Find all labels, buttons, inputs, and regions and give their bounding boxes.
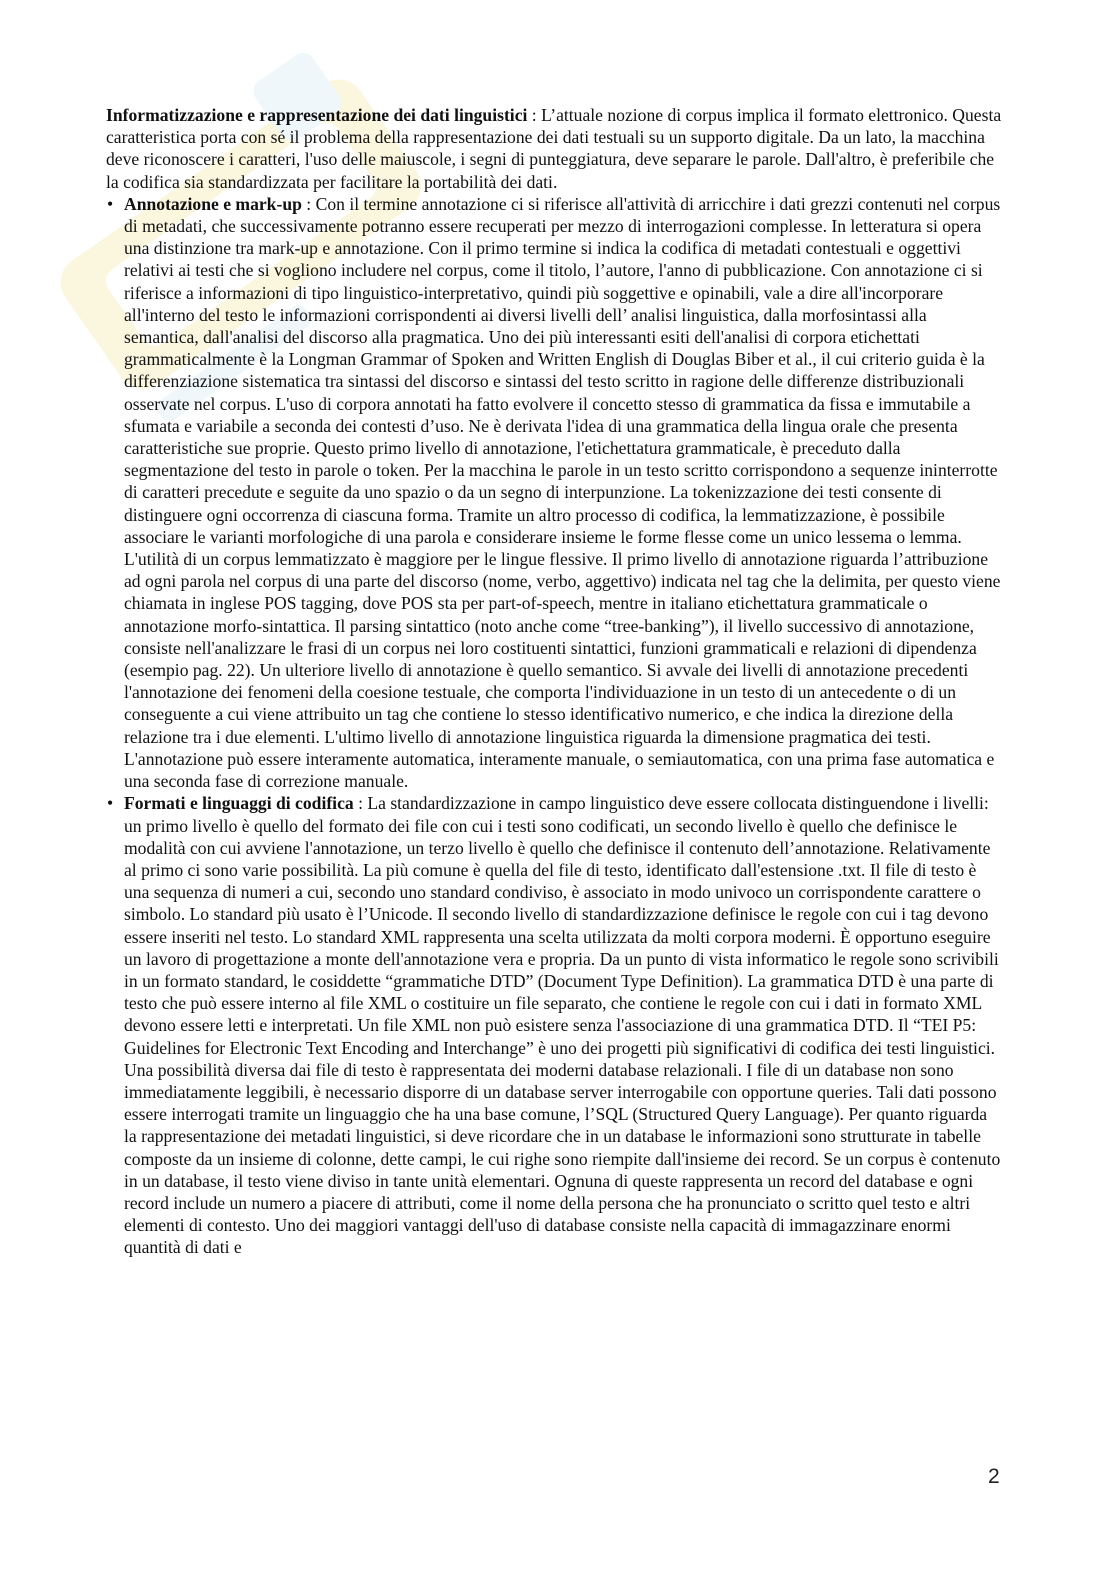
intro-paragraph [106, 104, 1004, 193]
bullet-icon: • [107, 793, 114, 814]
page-number: 2 [988, 1465, 1000, 1488]
bullet-item-annotazione [106, 193, 1004, 792]
bullet-item-formati [106, 792, 1004, 1258]
bullet-text: : La standardizzazione in campo linguistico deve essere collocata distinguendone i livelli: un primo livello è quello del formato dei file con cui i testi sono codificati, un secondo livello è quello che definisce le modalità con cui avviene l'annotazione, un terzo livello è quello che definisce il contenuto dell’annotazione. Relativamente al primo ci sono varie possibilità. La più comune è quella del file di testo, identificato dall'estensione .txt. Il file di testo è una sequenza di numeri a cui, secondo uno standard condiviso, è associato in modo univoco un corrispondente carattere o simbolo. Lo standard più usato è l’Unicode. Il secondo livello di standardizzazione definisce le regole con cui i tag devono essere inseriti nel testo. Lo standard XML rappresenta una scelta utilizzata da molti corpora moderni. È opportuno eseguire un lavoro di progettazione a monte dell'annotazione vera e propria. Da un punto di vista informatico le regole sono scrivibili in un formato standard, le cosiddette “grammatiche DTD” (Document Type Definition). La grammatica DTD è una parte di testo che può essere interno al file XML o costituire un file separato, che contiene le regole con cui i dati in formato XML devono essere letti e interpretati. Un file XML non può esistere senza l'associazione di una grammatica DTD. Il “TEI P5: Guidelines for Electronic Text Encoding and Interchange” è uno dei progetti più significativi di codifica dei testi linguistici. Una possibilità diversa dai file di testo è rappresentata dei moderni database relazionali. I file di un database non sono immediatamente leggibili, è necessario disporre di un database server interrogabile con opportune queries. Tali dati possono essere interrogati tramite un linguaggio che ha una base comune, l’SQL (Structured Query Language). Per quanto riguarda la rappresentazione dei metadati linguistici, si deve ricordare che in un database le informazioni sono strutturate in tabelle composte da un insieme di colonne, dette campi, le cui righe sono riempite dall'insieme dei record. Se un corpus è contenuto in un database, il testo viene diviso in tante unità elementari. Ognuna di queste rappresenta un record del database e ogni record include un numero a piacere di attributi, come il nome della persona che ha pronunciato o scritto quel testo e altri elementi di contesto. Uno dei maggiori vantaggi dell'uso di database consiste nella capacità di immagazzinare enormi quantità di dati e [124, 793, 1001, 1258]
intro-heading: Informatizzazione e rappresentazione dei dati linguistici [106, 105, 528, 125]
bullet-heading: Annotazione e mark-up [124, 193, 302, 214]
document-body [106, 104, 1004, 1259]
bullet-text: : Con il termine annotazione ci si riferisce all'attività di arricchire i dati grezzi contenuti nel corpus di metadati, che successivamente potranno essere recuperati per mezzo di interrogazioni complesse. In letteratura si opera una distinzione tra mark-up e annotazione. Con il primo termine si indica la codifica di metadati contestuali e oggettivi relativi ai testi che si vogliono includere nel corpus, come il titolo, l’autore, l'anno di pubblicazione. Con annotazione ci si riferisce a informazioni di tipo linguistico-interpretativo, quindi più soggettive e opinabili, vale a dire all'incorporare all'interno del testo le informazioni corrispondenti ai diversi livelli dell’ analisi linguistica, dalla morfosintassi alla semantica, dall'analisi del discorso alla pragmatica. Uno dei più interessanti esiti dell'analisi di corpora etichettati grammaticalmente è la Longman Grammar of Spoken and Written English di Douglas Biber et al., il cui criterio guida è la differenziazione sistematica tra sintassi del discorso e sintassi del testo scritto in ragione delle differenze distribuzionali osservate nel corpus. L'uso di corpora annotati ha fatto evolvere il concetto stesso di grammatica da fissa e immutabile a sfumata e variabile a seconda dei contesti d’uso. Ne è derivata l'idea di una grammatica della lingua orale che presenta caratteristiche sue proprie. Questo primo livello di annotazione, l'etichettatura grammaticale, è preceduto dalla segmentazione del testo in parole o token. Per la macchina le parole in un testo scritto corrispondono a sequenze ininterrotte di caratteri precedute e seguite da uno spazio o da un segno di interpunzione. La tokenizzazione dei testi consente di distinguere ogni occorrenza di ciascuna forma. Tramite un altro processo di codifica, la lemmatizzazione, è possibile associare le varianti morfologiche di una parola e considerare insieme le forme flesse come un unico lessema o lemma. L'utilità di un corpus lemmatizzato è maggiore per le lingue flessive. Il primo livello di annotazione riguarda l’attribuzione ad ogni parola nel corpus di una parte del discorso (nome, verbo, aggettivo) indicata nel tag che la delimita, per questo viene chiamata in inglese POS tagging, dove POS sta per part-of-speech, mentre in italiano etichettatura grammaticale o annotazione morfo-sintattica. Il parsing sintattico (noto anche come “tree-banking”), il livello successivo di annotazione, consiste nell'analizzare le frasi di un corpus nei loro costituenti sintattici, funzioni grammaticali e relazioni di dipendenza (esempio pag. 22). Un ulteriore livello di annotazione è quello semantico. Si avvale dei livelli di annotazione precedenti l'annotazione dei fenomeni della coesione testuale, che comporta l'individuazione in un testo di un antecedente o di un conseguente a cui viene attribuito un tag che contiene lo stesso identificativo numerico, e che indica la direzione della relazione tra i due elementi. L'ultimo livello di annotazione linguistica riguarda la dimensione pragmatica dei testi. L'annotazione può essere interamente automatica, interamente manuale, o semiautomatica, con una prima fase automatica e una seconda fase di correzione manuale. [124, 193, 1001, 792]
bullet-heading: Formati e linguaggi di codifica [124, 793, 354, 814]
bullet-list [106, 193, 1004, 1259]
bullet-icon: • [107, 193, 114, 214]
intro-text: : L’attuale nozione di corpus implica il formato elettronico. Questa caratteristica porta con sé il problema della rappresentazione dei dati testuali su un supporto digitale. Da un lato, la macchina deve riconoscere i caratteri, l'uso delle maiuscole, i segni di punteggiatura, deve separare le parole. Dall'altro, è preferibile che la codifica sia standardizzata per facilitare la portabilità dei dati. [106, 105, 1002, 192]
